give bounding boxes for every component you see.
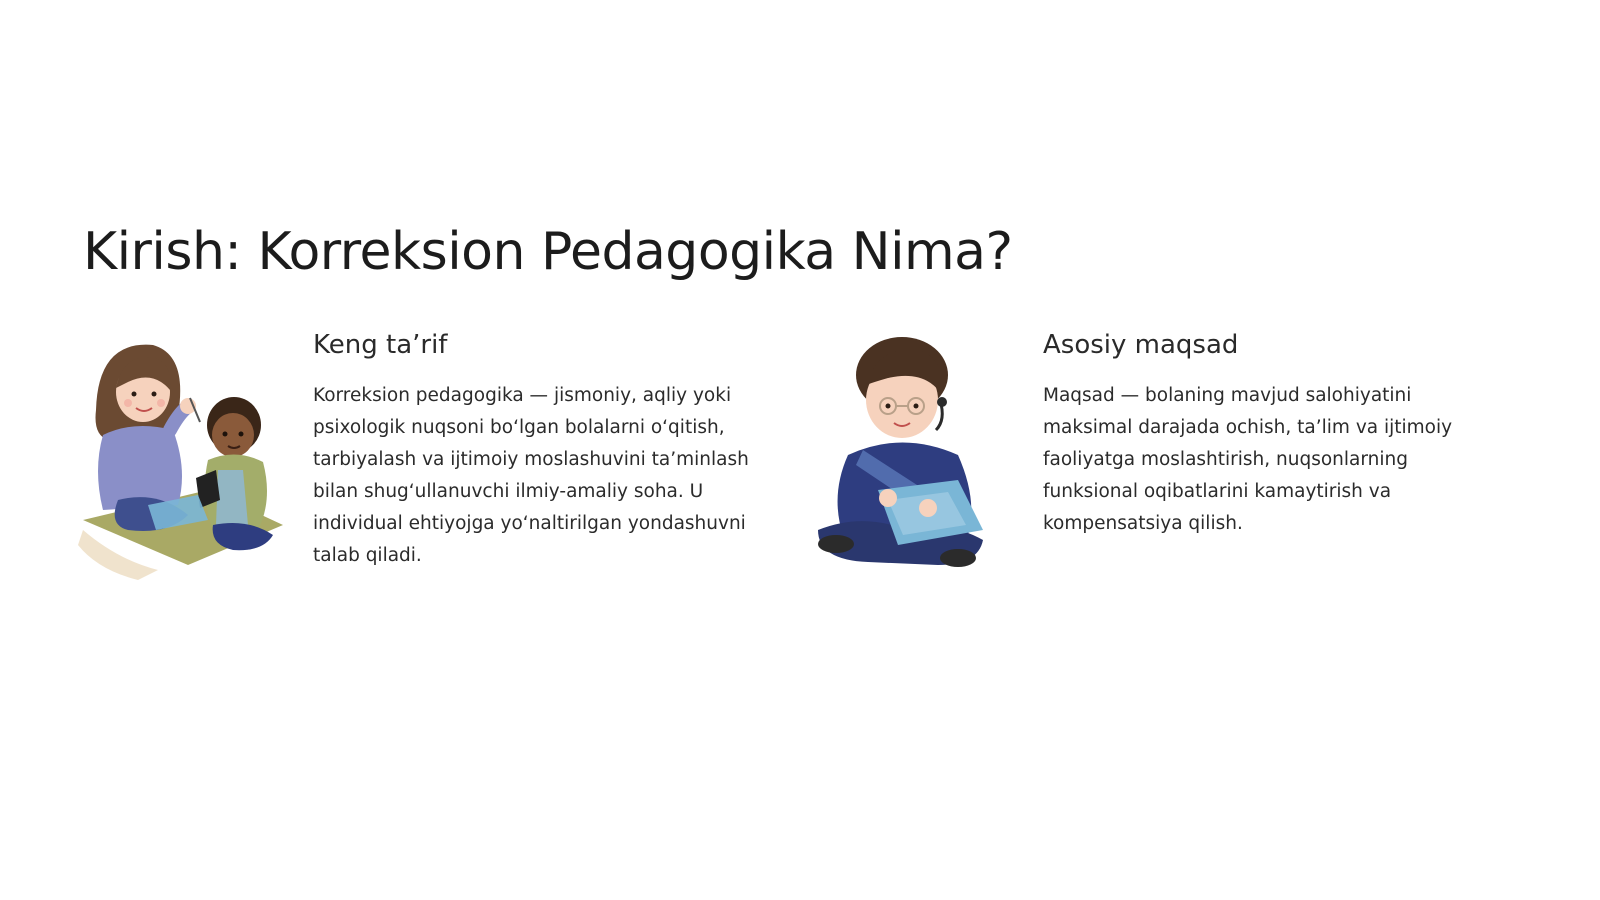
definition-text (313, 330, 763, 591)
goal-text (1043, 330, 1483, 559)
goal-body: Maqsad — bolaning mavjud salohiyatini maksimal darajada ochish, ta’lim va ijtimoiy faoliyatga moslashtirish, nuqsonlarning funksional oqibatlarini kamaytirish va kompensatsiya qilish. (1043, 385, 1453, 534)
definition-heading: Keng ta’rif (313, 330, 448, 360)
goal-heading: Asosiy maqsad (1043, 330, 1239, 360)
definition-body: Korreksion pedagogika — jismoniy, aqliy yoki psixologik nuqsoni bo‘lgan bolalarni o‘qitish, tarbiyalash va ijtimoiy moslashuvini ta’minlash bilan shug‘ullanuvchi ilmiy-amaliy soha. U individual ehtiyojga yo‘naltirilgan yondashuvni talab qiladi. (313, 385, 749, 566)
child-with-paper-illustration (808, 330, 1018, 580)
slide-title: Kirish: Korreksion Pedagogika Nima? (83, 222, 1013, 282)
teacher-with-child-illustration (78, 330, 288, 580)
